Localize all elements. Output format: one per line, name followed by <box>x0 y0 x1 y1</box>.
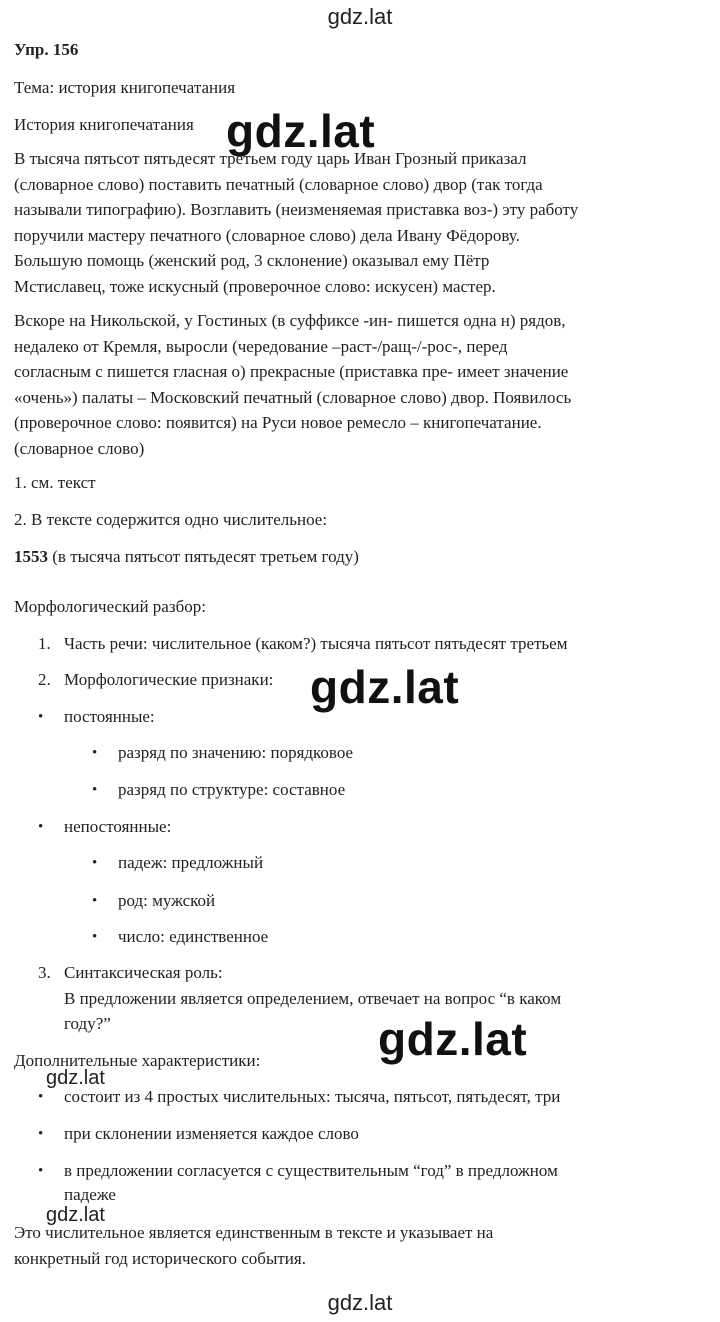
text-heading: История книгопечатания <box>14 115 194 134</box>
syntax-role-text: году?” <box>64 1014 111 1033</box>
paragraph-1-line: Мстиславец, тоже искусный (проверочное слово: искусен) мастер. <box>14 276 496 296</box>
extra-item: при склонении изменяется каждое слово <box>64 1124 359 1143</box>
morph-features-label: Морфологические признаки: <box>64 670 274 689</box>
exercise-title: Упр. 156 <box>14 40 79 59</box>
watermark-small: gdz.lat <box>46 1067 105 1089</box>
variable-features-label: непостоянные: <box>64 817 172 836</box>
paragraph-2-line: недалеко от Кремля, выросли (чередование –раст-/ращ-/-рос-, перед <box>14 336 508 356</box>
part-of-speech: Часть речи: числительное (каком?) тысяча пятьсот пятьдесят третьем <box>64 634 568 653</box>
theme-line: Тема: история книгопечатания <box>14 78 236 97</box>
answer-item-2: 2. В тексте содержится одно числительное: <box>14 510 328 529</box>
feature-item: разряд по структуре: составное <box>118 780 346 799</box>
paragraph-2-line: (проверочное слово: появится) на Руси новое ремесло – книгопечатание. <box>14 413 542 432</box>
paragraph-1-line: Большую помощь (женский род, 3 склонение) оказывал ему Пётр <box>14 251 490 270</box>
syntax-role-label: Синтаксическая роль: <box>64 963 223 982</box>
paragraph-1-line: (словарное слово) поставить печатный (словарное слово) двор (так тогда <box>14 174 543 194</box>
bullet-icon: • <box>38 1163 44 1179</box>
bullet-icon: • <box>92 745 98 761</box>
watermark-large: gdz.lat <box>310 661 460 713</box>
feature-item: падеж: предложный <box>118 853 264 872</box>
conclusion-line: Это числительное является единственным в тексте и указывает на <box>14 1223 494 1242</box>
bullet-icon: • <box>38 709 44 725</box>
watermark-large: gdz.lat <box>378 1013 528 1065</box>
syntax-role-text: В предложении является определением, отвечает на вопрос “в каком <box>64 989 562 1008</box>
watermark-large: gdz.lat <box>226 105 376 157</box>
numeral-value: 1553 <box>14 547 48 566</box>
constant-features-label: постоянные: <box>64 707 155 726</box>
list-number: 2. <box>38 670 51 689</box>
bullet-icon: • <box>38 819 44 835</box>
watermark-small: gdz.lat <box>46 1204 105 1226</box>
extra-item: падеже <box>64 1185 116 1204</box>
watermark-bottom: gdz.lat <box>327 1290 393 1315</box>
paragraph-2-line: «очень») палаты – Московский печатный (словарное слово) двор. Появилось <box>14 387 572 407</box>
list-number: 1. <box>38 634 51 653</box>
bullet-icon: • <box>92 929 98 945</box>
paragraph-2 <box>14 308 704 461</box>
paragraph-1 <box>14 146 704 299</box>
feature-item: число: единственное <box>118 927 269 946</box>
list-number: 3. <box>38 963 51 982</box>
paragraph-2-line: согласным с пишется гласная о) прекрасные (приставка пре- имеет значение <box>14 362 569 381</box>
extra-item: состоит из 4 простых числительных: тысяча, пятьсот, пятьдесят, три <box>64 1087 561 1106</box>
numeral-phrase: (в тысяча пятьсот пятьдесят третьем году) <box>48 547 359 566</box>
bullet-icon: • <box>38 1089 44 1105</box>
paragraph-1-line: называли типографию). Возглавить (неизменяемая приставка воз-) эту работу <box>14 200 579 219</box>
answer-item-1: 1. см. текст <box>14 473 96 492</box>
conclusion <box>14 1220 704 1271</box>
morph-heading: Морфологический разбор: <box>14 597 206 616</box>
extra-item: в предложении согласуется с существительным “год” в предложном <box>64 1161 558 1180</box>
paragraph-1-line: поручили мастеру печатного (словарное слово) дела Ивану Фёдорову. <box>14 225 520 245</box>
bullet-icon: • <box>38 1126 44 1142</box>
feature-item: род: мужской <box>118 891 216 910</box>
paragraph-1-line: В тысяча пятьсот пятьдесят третьем году царь Иван Грозный приказал <box>14 149 527 168</box>
bullet-icon: • <box>92 782 98 798</box>
paragraph-2-line: Вскоре на Никольской, у Гостиных (в суффиксе -ин- пишется одна н) рядов, <box>14 311 566 330</box>
feature-item: разряд по значению: порядковое <box>118 743 354 762</box>
watermark-top: gdz.lat <box>327 4 393 29</box>
bullet-icon: • <box>92 893 98 909</box>
extra-heading: Дополнительные характеристики: <box>14 1051 261 1070</box>
paragraph-2-line: (словарное слово) <box>14 438 145 458</box>
numeral-line <box>14 547 359 567</box>
bullet-icon: • <box>92 855 98 871</box>
conclusion-line: конкретный год исторического события. <box>14 1248 306 1268</box>
